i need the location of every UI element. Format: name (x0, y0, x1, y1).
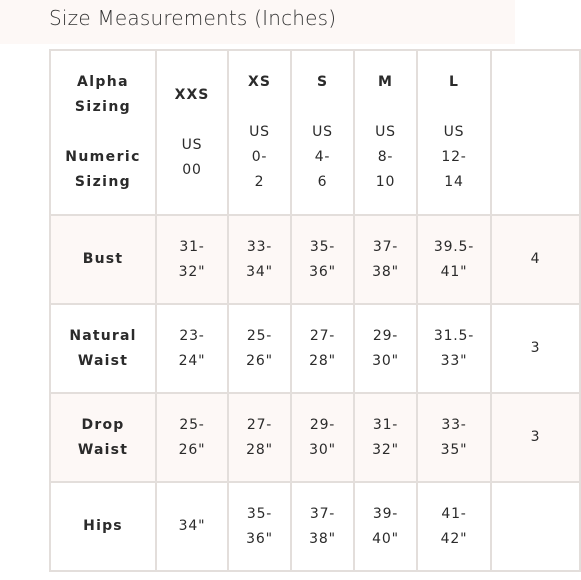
cell-line: 29- (372, 327, 399, 344)
cell-line: 33" (440, 352, 468, 369)
size-numeric: 6 (317, 174, 328, 190)
cell-line: 24" (178, 352, 206, 369)
cell-line: 34" (246, 263, 273, 280)
table-header-row (50, 50, 580, 215)
table-cell (156, 304, 228, 393)
cell-line: 23- (179, 327, 205, 344)
cell-line: 29- (309, 416, 336, 433)
cell-line: 41" (440, 263, 468, 280)
table-cell (417, 215, 491, 304)
cell-line: 42" (440, 530, 468, 547)
table-row-natural-waist (50, 304, 580, 393)
cell-line: 27- (246, 416, 273, 433)
cell-line: 4 (530, 251, 541, 267)
header-label-line: Alpha (76, 74, 130, 90)
table-cell (417, 304, 491, 393)
size-numeric: US (181, 136, 203, 153)
table-cell (228, 482, 291, 571)
cell-line: 33- (441, 416, 467, 433)
table-cell (291, 393, 354, 482)
cell-line: 34" (178, 518, 206, 534)
header-label-line: Sizing (74, 174, 132, 190)
row-label-bust (50, 215, 156, 304)
row-label-line: Waist (77, 352, 129, 369)
size-numeric: 8- (377, 149, 394, 165)
cell-line: 25- (246, 327, 273, 344)
table-cell (228, 304, 291, 393)
table-cell (291, 215, 354, 304)
cell-line: 25- (179, 416, 205, 433)
cell-line: 28" (246, 441, 273, 458)
size-numeric: 14 (444, 174, 464, 190)
cell-line: 3 (530, 340, 541, 356)
table-cell-partial (491, 215, 580, 304)
table-cell (156, 215, 228, 304)
size-table (49, 49, 581, 572)
cell-line: 39- (372, 505, 399, 522)
cell-line: 27- (309, 327, 336, 344)
row-label-line: Drop (81, 416, 125, 433)
row-label-line: Natural (69, 327, 137, 344)
page-title: Size Measurements (Inches) (49, 6, 337, 30)
table-cell (354, 393, 417, 482)
table-cell (417, 393, 491, 482)
size-numeric: 4- (314, 149, 331, 165)
size-numeric: US (443, 124, 465, 140)
table-cell (354, 304, 417, 393)
row-label-drop-waist (50, 393, 156, 482)
cell-line: 35- (309, 238, 336, 255)
cell-line: 31.5- (433, 327, 475, 344)
cell-line: 36" (309, 263, 336, 280)
table-cell (156, 482, 228, 571)
header-label-cell (50, 50, 156, 215)
cell-line: 37- (309, 505, 336, 522)
cell-line: 31- (179, 238, 205, 255)
size-numeric: 12- (441, 149, 467, 165)
size-numeric: US (312, 124, 333, 140)
cell-line: 39.5- (433, 238, 475, 255)
header-size-l (417, 50, 491, 215)
header-size-m (354, 50, 417, 215)
cell-line: 30" (309, 441, 336, 458)
row-label-line: Waist (77, 441, 129, 458)
size-numeric: US (375, 124, 396, 140)
table-cell-partial (491, 482, 580, 571)
table-cell (354, 215, 417, 304)
table-cell (417, 482, 491, 571)
cell-line: 40" (372, 530, 399, 547)
cell-line: 31- (372, 416, 399, 433)
table-row-bust (50, 215, 580, 304)
cell-line: 26" (246, 352, 273, 369)
cell-line: 35- (246, 505, 273, 522)
size-alpha: M (378, 74, 393, 90)
header-size-s (291, 50, 354, 215)
size-numeric: 0- (251, 149, 268, 165)
size-numeric: 00 (182, 161, 202, 178)
table-row-drop-waist (50, 393, 580, 482)
table-cell (228, 393, 291, 482)
size-alpha: XXS (174, 86, 210, 103)
table-cell (228, 215, 291, 304)
size-numeric: 2 (254, 174, 265, 190)
size-alpha: L (449, 74, 459, 90)
row-label-line: Hips (83, 518, 123, 534)
size-numeric: US (249, 124, 270, 140)
cell-line: 41- (441, 505, 467, 522)
row-label-natural-waist (50, 304, 156, 393)
size-table-container[interactable] (49, 49, 541, 580)
table-cell-partial (491, 304, 580, 393)
cell-line: 36" (246, 530, 273, 547)
size-alpha: XS (248, 74, 271, 90)
cell-line: 38" (372, 263, 399, 280)
cell-line: 38" (309, 530, 336, 547)
header-size-partial (491, 50, 580, 215)
header-label-line: Sizing (74, 99, 132, 115)
cell-line: 32" (178, 263, 206, 280)
row-label-line: Bust (82, 251, 124, 267)
table-cell (156, 393, 228, 482)
cell-line: 33- (246, 238, 273, 255)
header-size-xs (228, 50, 291, 215)
size-numeric: 10 (375, 174, 396, 190)
header-label-line: Numeric (65, 149, 141, 165)
header-size-xxs (156, 50, 228, 215)
table-row-hips (50, 482, 580, 571)
cell-line: 37- (372, 238, 399, 255)
cell-line: 3 (530, 429, 541, 445)
size-alpha: S (316, 74, 329, 90)
cell-line: 35" (440, 441, 468, 458)
cell-line: 32" (372, 441, 399, 458)
table-cell (291, 304, 354, 393)
cell-line: 30" (372, 352, 399, 369)
table-cell (354, 482, 417, 571)
cell-line: 26" (178, 441, 206, 458)
row-label-hips (50, 482, 156, 571)
table-cell (291, 482, 354, 571)
table-cell-partial (491, 393, 580, 482)
cell-line: 28" (309, 352, 336, 369)
